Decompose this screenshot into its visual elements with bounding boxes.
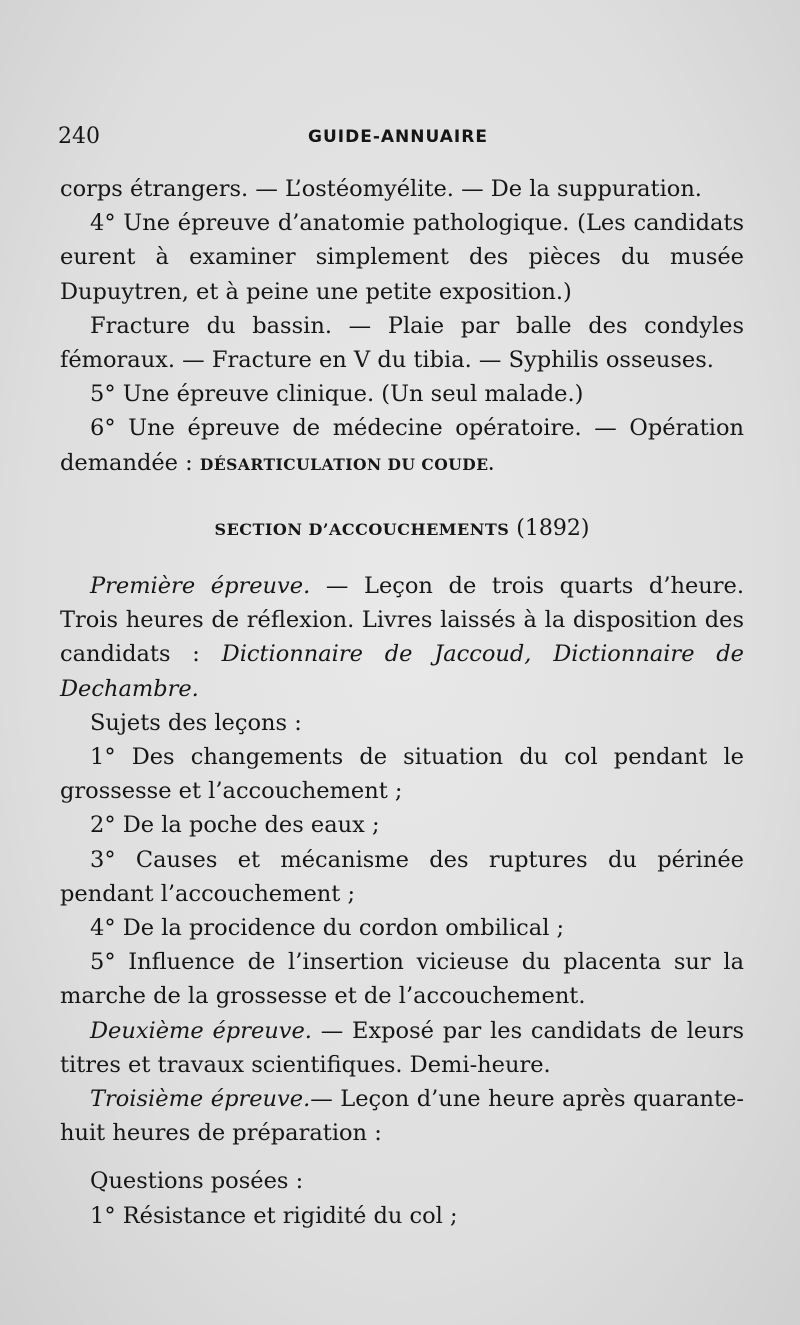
paragraph: Questions posées : bbox=[90, 1168, 304, 1195]
list-item: 2° De la poche des eaux ; bbox=[90, 812, 380, 839]
paragraph: 4° Une épreuve d’anatomie pathologique. (Les candidats eurent à examiner simplement des pièces du musée Dupuytren, et à peine une petite exposition.) bbox=[60, 210, 744, 305]
text-run: 6° Une épreuve de médecine opératoire. — Opération demandée : bbox=[60, 415, 744, 476]
paragraph bbox=[60, 1082, 744, 1150]
paragraph: Fracture du bassin. — Plaie par balle des condyles fémoraux. — Fracture en V du tibia. — Syphilis osseuses. bbox=[60, 312, 744, 374]
list-item: 3° Causes et mécanisme des ruptures du périnée pendant l’accouchement ; bbox=[60, 846, 744, 907]
italic-label: Première épreuve. bbox=[90, 573, 311, 600]
list-item: 1° Résistance et rigidité du col ; bbox=[90, 1202, 458, 1229]
paragraph: 5° Une épreuve clinique. (Un seul malade.) bbox=[90, 381, 584, 408]
section-heading bbox=[60, 512, 744, 547]
list-item: 1° Des changements de situation du col pendant le grossesse et l’accouchement ; bbox=[60, 744, 744, 805]
small-caps-text: DÉSARTICULATION DU COUDE. bbox=[199, 454, 495, 474]
running-title: GUIDE-ANNUAIRE bbox=[308, 127, 488, 147]
paragraph bbox=[60, 411, 744, 481]
text-run: — Leçon d’une heure après quarante-huit heures de préparation : bbox=[60, 1086, 744, 1147]
text-run: — Exposé par les candidats de leurs titres et travaux scientifiques. Demi-heure. bbox=[60, 1017, 745, 1078]
paragraph: corps étrangers. — L’ostéomyélite. — De la suppuration. bbox=[60, 176, 702, 202]
italic-label: Troisième épreuve. bbox=[90, 1086, 311, 1113]
italic-label: Deuxième épreuve. bbox=[90, 1017, 312, 1044]
paragraph bbox=[60, 1014, 744, 1082]
paragraph bbox=[60, 569, 744, 706]
page-number: 240 bbox=[58, 124, 100, 149]
paragraph: Sujets des leçons : bbox=[90, 709, 302, 736]
list-item: 4° De la procidence du cordon ombilical ; bbox=[90, 915, 565, 942]
text-run: — Leçon de trois quarts d’heure. Trois heures de réflexion. Livres laissés à la disposition des candidats : bbox=[60, 573, 744, 668]
section-title: SECTION D’ACCOUCHEMENTS bbox=[214, 519, 510, 539]
running-header bbox=[58, 124, 738, 154]
section-year: (1892) bbox=[509, 515, 590, 541]
page-body bbox=[60, 172, 744, 1233]
italic-text: Dictionnaire de Jaccoud, Dictionnaire de Dechambre. bbox=[60, 641, 744, 702]
list-item: 5° Influence de l’insertion vicieuse du placenta sur la marche de la grossesse et de l’accouchement. bbox=[60, 949, 744, 1010]
